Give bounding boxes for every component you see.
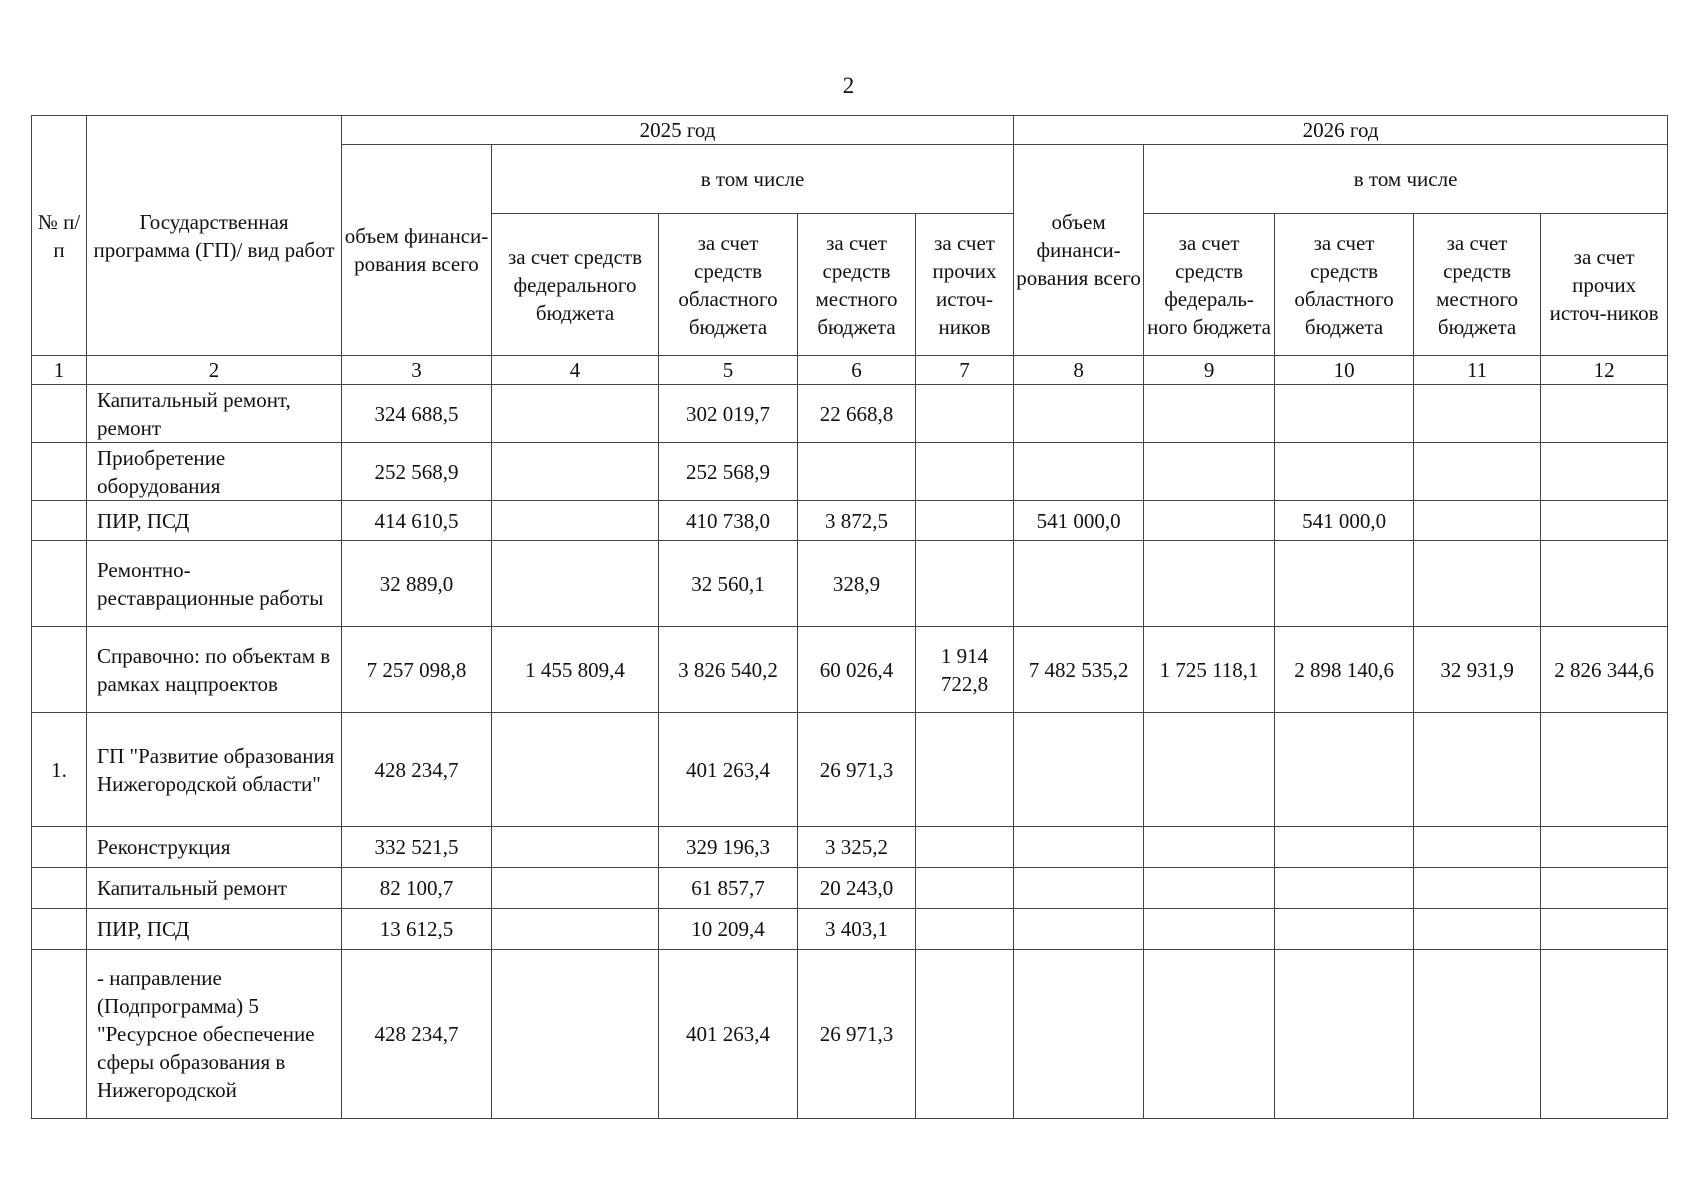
cell-value — [916, 541, 1014, 627]
column-number: 2 — [87, 356, 342, 385]
cell-value: 2 898 140,6 — [1275, 627, 1414, 713]
header-including-2026: в том числе — [1144, 145, 1668, 214]
column-number: 5 — [659, 356, 798, 385]
cell-value — [492, 541, 659, 627]
row-name: Капитальный ремонт, ремонт — [87, 385, 342, 443]
cell-value: 10 209,4 — [659, 909, 798, 950]
header-year-2026: 2026 год — [1014, 116, 1668, 145]
cell-value: 252 568,9 — [342, 443, 492, 501]
cell-value — [1414, 909, 1541, 950]
row-num — [32, 827, 87, 868]
header-including-2025: в том числе — [492, 145, 1014, 214]
row-num — [32, 443, 87, 501]
row-name: Капитальный ремонт — [87, 868, 342, 909]
cell-value: 414 610,5 — [342, 501, 492, 541]
row-num — [32, 909, 87, 950]
column-number: 6 — [798, 356, 916, 385]
cell-value: 32 560,1 — [659, 541, 798, 627]
header-volume-2025: объем финанси-рования всего — [342, 145, 492, 356]
column-number: 10 — [1275, 356, 1414, 385]
cell-value: 302 019,7 — [659, 385, 798, 443]
header-other-2026: за счет прочих источ-ников — [1541, 214, 1668, 356]
cell-value — [1275, 909, 1414, 950]
cell-value: 328,9 — [798, 541, 916, 627]
row-name: Ремонтно-реставрационные работы — [87, 541, 342, 627]
cell-value: 60 026,4 — [798, 627, 916, 713]
cell-value — [492, 713, 659, 827]
cell-value: 252 568,9 — [659, 443, 798, 501]
cell-value — [492, 827, 659, 868]
row-name: Приобретение оборудования — [87, 443, 342, 501]
row-num — [32, 501, 87, 541]
row-name: ПИР, ПСД — [87, 909, 342, 950]
row-name: Справочно: по объектам в рамках нацпроектов — [87, 627, 342, 713]
cell-value — [1144, 909, 1275, 950]
page-number: 2 — [842, 73, 855, 98]
header-volume-2026: объем финанси-рования всего — [1014, 145, 1144, 356]
column-number: 9 — [1144, 356, 1275, 385]
cell-value — [1014, 385, 1144, 443]
column-number: 7 — [916, 356, 1014, 385]
cell-value — [1541, 827, 1668, 868]
cell-value — [1541, 950, 1668, 1119]
cell-value — [1541, 541, 1668, 627]
cell-value — [916, 443, 1014, 501]
cell-value: 2 826 344,6 — [1541, 627, 1668, 713]
cell-value — [1275, 541, 1414, 627]
cell-value — [1414, 827, 1541, 868]
row-name: ГП "Развитие образования Нижегородской области" — [87, 713, 342, 827]
table-row — [32, 443, 1668, 501]
cell-value: 428 234,7 — [342, 713, 492, 827]
cell-value — [1541, 713, 1668, 827]
column-number: 8 — [1014, 356, 1144, 385]
cell-value — [1275, 443, 1414, 501]
cell-value: 541 000,0 — [1014, 501, 1144, 541]
header-federal-2026: за счет средств федераль-ного бюджета — [1144, 214, 1275, 356]
cell-value — [1144, 868, 1275, 909]
cell-value — [1414, 868, 1541, 909]
column-number: 11 — [1414, 356, 1541, 385]
table-row — [32, 501, 1668, 541]
header-row-years — [32, 116, 1668, 145]
cell-value — [1541, 909, 1668, 950]
cell-value: 401 263,4 — [659, 950, 798, 1119]
cell-value — [1014, 868, 1144, 909]
cell-value: 410 738,0 — [659, 501, 798, 541]
cell-value — [492, 950, 659, 1119]
cell-value — [1144, 950, 1275, 1119]
cell-value — [1144, 501, 1275, 541]
cell-value — [1144, 385, 1275, 443]
table-row — [32, 385, 1668, 443]
cell-value: 3 872,5 — [798, 501, 916, 541]
cell-value — [916, 713, 1014, 827]
cell-value: 401 263,4 — [659, 713, 798, 827]
cell-value — [1275, 385, 1414, 443]
cell-value: 3 325,2 — [798, 827, 916, 868]
table-row — [32, 909, 1668, 950]
row-name: Реконструкция — [87, 827, 342, 868]
cell-value — [1275, 868, 1414, 909]
cell-value — [1541, 501, 1668, 541]
cell-value: 1 455 809,4 — [492, 627, 659, 713]
row-num — [32, 385, 87, 443]
row-name: - направление (Подпрограмма) 5 "Ресурсное обеспечение сферы образования в Нижегородской — [87, 950, 342, 1119]
cell-value: 82 100,7 — [342, 868, 492, 909]
header-regional-2025: за счет средств областного бюджета — [659, 214, 798, 356]
cell-value — [1414, 501, 1541, 541]
cell-value — [916, 385, 1014, 443]
cell-value — [1144, 827, 1275, 868]
cell-value — [916, 827, 1014, 868]
cell-value — [492, 501, 659, 541]
cell-value — [492, 385, 659, 443]
header-other-2025: за счет прочих источ-ников — [916, 214, 1014, 356]
cell-value: 329 196,3 — [659, 827, 798, 868]
header-col-name: Государственная программа (ГП)/ вид работ — [87, 116, 342, 356]
cell-value — [916, 909, 1014, 950]
cell-value — [1144, 541, 1275, 627]
table-row — [32, 541, 1668, 627]
cell-value: 32 931,9 — [1414, 627, 1541, 713]
row-num — [32, 541, 87, 627]
cell-value — [798, 443, 916, 501]
cell-value — [1414, 950, 1541, 1119]
cell-value: 3 826 540,2 — [659, 627, 798, 713]
cell-value: 1 914 722,8 — [916, 627, 1014, 713]
row-num — [32, 950, 87, 1119]
cell-value: 26 971,3 — [798, 713, 916, 827]
cell-value — [1014, 443, 1144, 501]
table-row — [32, 627, 1668, 713]
table-row — [32, 950, 1668, 1119]
cell-value: 13 612,5 — [342, 909, 492, 950]
cell-value: 7 482 535,2 — [1014, 627, 1144, 713]
row-num — [32, 868, 87, 909]
cell-value — [1014, 950, 1144, 1119]
budget-table — [31, 115, 1668, 1119]
cell-value — [1541, 443, 1668, 501]
cell-value: 3 403,1 — [798, 909, 916, 950]
cell-value — [1414, 385, 1541, 443]
cell-value: 1 725 118,1 — [1144, 627, 1275, 713]
cell-value — [1414, 541, 1541, 627]
cell-value — [1144, 443, 1275, 501]
cell-value — [1275, 827, 1414, 868]
row-name: ПИР, ПСД — [87, 501, 342, 541]
cell-value — [1414, 713, 1541, 827]
table-row — [32, 868, 1668, 909]
column-numbers-row — [32, 356, 1668, 385]
column-number: 4 — [492, 356, 659, 385]
header-regional-2026: за счет средств областного бюджета — [1275, 214, 1414, 356]
cell-value: 20 243,0 — [798, 868, 916, 909]
cell-value: 7 257 098,8 — [342, 627, 492, 713]
header-local-2026: за счет средств местного бюджета — [1414, 214, 1541, 356]
cell-value — [1275, 713, 1414, 827]
cell-value: 22 668,8 — [798, 385, 916, 443]
table-row — [32, 713, 1668, 827]
column-number: 12 — [1541, 356, 1668, 385]
row-num: 1. — [32, 713, 87, 827]
column-number: 3 — [342, 356, 492, 385]
header-local-2025: за счет средств местного бюджета — [798, 214, 916, 356]
cell-value: 541 000,0 — [1275, 501, 1414, 541]
cell-value — [1275, 950, 1414, 1119]
header-federal-2025: за счет средств федерального бюджета — [492, 214, 659, 356]
cell-value: 26 971,3 — [798, 950, 916, 1119]
cell-value — [1014, 827, 1144, 868]
cell-value — [1014, 909, 1144, 950]
cell-value — [492, 443, 659, 501]
cell-value — [1014, 541, 1144, 627]
cell-value — [1414, 443, 1541, 501]
cell-value: 428 234,7 — [342, 950, 492, 1119]
header-col-num: № п/п — [32, 116, 87, 356]
cell-value — [1014, 713, 1144, 827]
cell-value: 332 521,5 — [342, 827, 492, 868]
cell-value — [916, 950, 1014, 1119]
cell-value — [916, 501, 1014, 541]
cell-value — [492, 868, 659, 909]
cell-value: 32 889,0 — [342, 541, 492, 627]
cell-value — [1144, 713, 1275, 827]
table-row — [32, 827, 1668, 868]
column-number: 1 — [32, 356, 87, 385]
row-num — [32, 627, 87, 713]
header-year-2025: 2025 год — [342, 116, 1014, 145]
cell-value — [1541, 385, 1668, 443]
cell-value — [916, 868, 1014, 909]
cell-value — [492, 909, 659, 950]
cell-value: 61 857,7 — [659, 868, 798, 909]
cell-value — [1541, 868, 1668, 909]
cell-value: 324 688,5 — [342, 385, 492, 443]
